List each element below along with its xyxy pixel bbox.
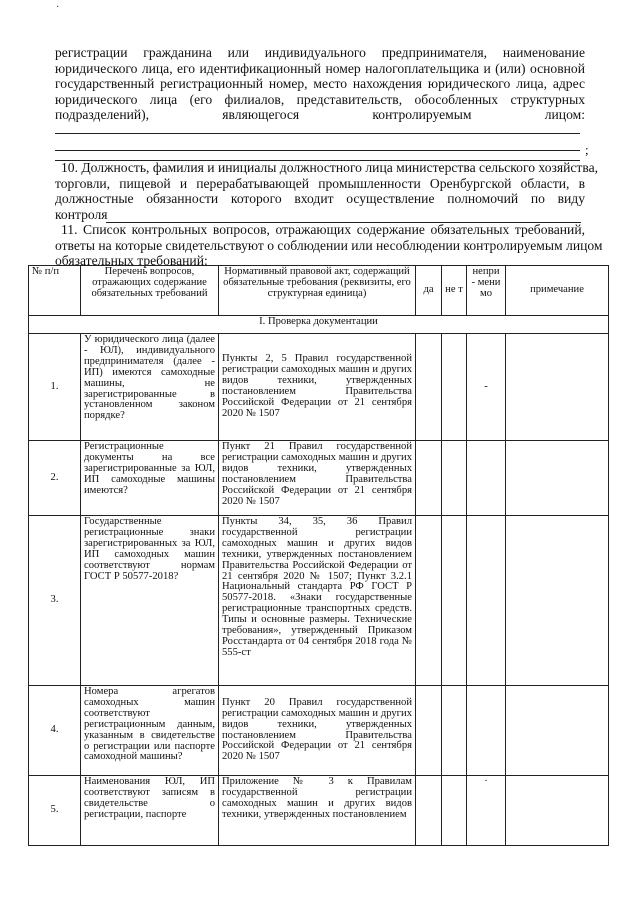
row-no-cell[interactable] (442, 334, 467, 441)
row-act: Пункт 20 Правил государственной регистрации самоходных машин и других видов техники, утвержденных постановлением Правительства Российской Федерации от 21 сентября 2020 № 1507 (219, 686, 416, 776)
row-yes-cell[interactable] (416, 441, 442, 516)
item-11-paragraph (55, 222, 603, 269)
row-question: Наименования ЮЛ, ИП соответствуют записям в свидетельстве о регистрации, паспорте (81, 776, 219, 846)
row-number: 4. (29, 686, 81, 776)
row-no-cell[interactable] (442, 686, 467, 776)
row-question: Государственные регистрационные знаки зарегистрированных за ЮЛ, ИП самоходных машин соответствуют нормам ГОСТ Р 50577-2018? (81, 516, 219, 686)
header-num: № п/п (29, 266, 81, 316)
item-10-paragraph (55, 160, 599, 222)
text-line: 11. Список контрольных вопросов, отражающих содержание обязательных требований, (61, 222, 585, 237)
table-row (29, 516, 609, 686)
text-line: торговли, пищевой и перерабатывающей промышленности Оренбургской области, в (55, 175, 585, 191)
table-row (29, 686, 609, 776)
text-line: юридического лица (его филиалов, представительств, обособленных структурных (55, 91, 585, 107)
text-line: регистрации гражданина или индивидуального предпринимателя, наименование (55, 45, 585, 60)
row-na-cell[interactable]: - (467, 334, 506, 441)
row-act: Пункты 34, 35, 36 Правил государственной регистрации самоходных машин и других видов техники, утвержденных постановлением Правительства Российской Федерации от 21 сентября 2020 № 1507; Пункт 3.2.1 Национальный стандарта РФ ГОСТ Р 50577-2018. «Знаки государственные регистрационные транспортных средств. Типы и основные размеры. Технические требования», утвержденный Приказом Росстандарта от 04 сентября 2018 года № 555-ст (219, 516, 416, 686)
row-no-cell[interactable] (442, 776, 467, 846)
row-question: Номера агрегатов самоходных машин соответствуют регистрационным данным, указанным в свидетельстве о регистрации или паспорте самоходной машины? (81, 686, 219, 776)
text-line: подразделений), являющегося контролируемым лицом: (55, 107, 585, 123)
row-yes-cell[interactable] (416, 516, 442, 686)
blank-line (55, 133, 580, 134)
header-row (29, 266, 609, 316)
checklist-table (28, 265, 609, 846)
row-no-cell[interactable] (442, 516, 467, 686)
row-number: 2. (29, 441, 81, 516)
text-line: 10. Должность, фамилия и инициалы должностного лица министерства сельского хозяйства, (61, 160, 599, 175)
row-question: Регистрационные документы на все зарегистрированные за ЮЛ, ИП самоходные машины имеются? (81, 441, 219, 516)
text-line: государственный регистрационный номер, место нахождения юридического лица, адрес (55, 76, 585, 92)
table-row (29, 776, 609, 846)
row-yes-cell[interactable] (416, 776, 442, 846)
text-line: должностные обязанности которого входит осуществление полномочий по виду (55, 191, 585, 207)
table-row (29, 441, 609, 516)
blank-line (55, 150, 580, 151)
header-note: примечание (506, 266, 609, 316)
header-no: не т (442, 266, 467, 316)
row-note-cell[interactable] (506, 334, 609, 441)
row-note-cell[interactable] (506, 686, 609, 776)
row-number: 5. (29, 776, 81, 846)
row-na-cell[interactable] (467, 441, 506, 516)
row-na-cell[interactable]: · (467, 776, 506, 846)
intro-paragraph (55, 45, 585, 123)
header-act: Нормативный правовой акт, содержащий обязательные требования (реквизиты, его структурная единица) (219, 266, 416, 316)
row-act: Пункты 2, 5 Правил государственной регистрации самоходных машин и других видов техники, утвержденных постановлением Правительства Российской Федерации от 21 сентября 2020 № 1507 (219, 334, 416, 441)
row-note-cell[interactable] (506, 441, 609, 516)
text-line: контроля (55, 206, 108, 222)
header-not-applicable: непри - мени мо (467, 266, 506, 316)
text-line: обязательных требований: (55, 253, 208, 269)
row-question: У юридического лица (далее - ЮЛ), индивидуального предпринимателя (далее - ИП) имеются самоходные машины, не зарегистрированные в установленном законом порядке? (81, 334, 219, 441)
header-questions: Перечень вопросов, отражающих содержание обязательных требований (81, 266, 219, 316)
semicolon: ; (585, 142, 589, 157)
header-yes: да (416, 266, 442, 316)
scan-mark: · (56, 2, 60, 13)
row-yes-cell[interactable] (416, 334, 442, 441)
text-line: юридического лица, его идентификационный номер налогоплательщика и (или) основной (55, 60, 585, 76)
row-act: Пункт 21 Правил государственной регистрации самоходных машин и других видов техники, утвержденных постановлением Правительства Российской Федерации от 21 сентября 2020 № 1507 (219, 441, 416, 516)
row-na-cell[interactable] (467, 516, 506, 686)
row-note-cell[interactable] (506, 776, 609, 846)
row-no-cell[interactable] (442, 441, 467, 516)
table-row (29, 334, 609, 441)
row-number: 1. (29, 334, 81, 441)
text-line: ответы на которые свидетельствуют о соблюдении или несоблюдении контролируемым лицом (55, 237, 603, 253)
section-title: I. Проверка документации (29, 316, 609, 334)
row-note-cell[interactable] (506, 516, 609, 686)
section-row (29, 316, 609, 334)
row-yes-cell[interactable] (416, 686, 442, 776)
row-act: Приложение № 3 к Правилам государственной регистрации самоходных машин и других видов техники, утвержденных постановлением (219, 776, 416, 846)
row-number: 3. (29, 516, 81, 686)
row-na-cell[interactable] (467, 686, 506, 776)
